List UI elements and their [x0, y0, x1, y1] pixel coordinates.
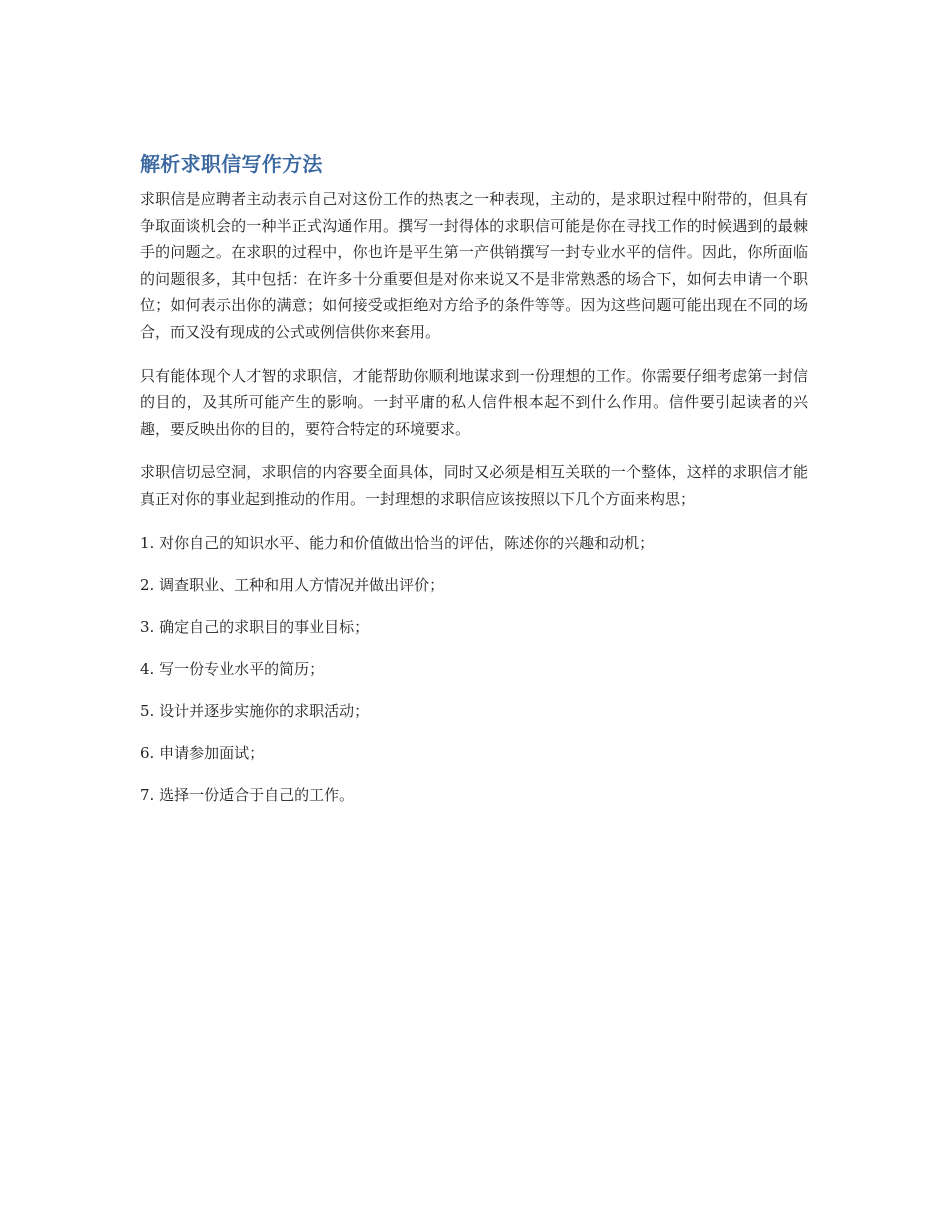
list-item: [140, 530, 808, 557]
list-item-text: 写一份专业水平的简历；: [159, 659, 325, 678]
list-item-number: 2.: [140, 575, 160, 594]
list-item-text: 确定自己的求职目的事业目标；: [159, 617, 370, 636]
list-item: [140, 614, 808, 641]
list-item-text: 选择一份适合于自己的工作。: [159, 786, 355, 805]
list-item: [140, 740, 808, 767]
list-item-text: 调查职业、工种和用人方情况并做出评价；: [159, 575, 445, 594]
paragraph-3: 求职信切忌空洞，求职信的内容要全面具体，同时又必须是相互关联的一个整体，这样的求职信才能真正对你的事业起到推动的作用。一封理想的求职信应该按照以下几个方面来构思；: [140, 463, 808, 508]
list-item-number: 7.: [140, 786, 160, 805]
list-item: [140, 572, 808, 599]
list-item-number: 4.: [140, 659, 160, 678]
list-item-text: 设计并逐步实施你的求职活动；: [159, 701, 370, 720]
list-item: [140, 698, 808, 725]
document-title: 解析求职信写作方法: [140, 152, 323, 176]
list-item: [140, 656, 808, 683]
document-page: [140, 148, 808, 824]
list-item-text: 申请参加面试；: [159, 744, 265, 762]
list-item-text: 对你自己的知识水平、能力和价值做出恰当的评估，陈述你的兴趣和动机；: [159, 533, 655, 552]
list-item-number: 5.: [140, 701, 160, 720]
paragraph-2: 只有能体现个人才智的求职信，才能帮助你顺利地谋求到一份理想的工作。你需要仔细考虑第一封信的目的，及其所可能产生的影响。一封平庸的私人信件根本起不到什么作用。信件要引起读者的兴趣，要反映出你的目的，要符合特定的环境要求。: [140, 366, 808, 438]
steps-list: [140, 530, 808, 809]
list-item-number: 6.: [140, 744, 160, 762]
list-item: [140, 782, 808, 809]
list-item-number: 3.: [140, 617, 160, 636]
paragraph-1: 求职信是应聘者主动表示自己对这份工作的热衷之一种表现，主动的，是求职过程中附带的，但具有争取面谈机会的一种半正式沟通作用。撰写一封得体的求职信可能是你在寻找工作的时候遇到的最棘手的问题之。在求职的过程中，你也许是平生第一产供销撰写一封专业水平的信件。因此，你所面临的问题很多，其中包括：在许多十分重要但是对你来说又不是非常熟悉的场合下，如何去申请一个职位；如何表示出你的满意；如何接受或拒绝对方给予的条件等等。因为这些问题可能出现在不同的场合，而又没有现成的公式或例信供你来套用。: [140, 190, 808, 341]
list-item-number: 1.: [140, 533, 160, 552]
